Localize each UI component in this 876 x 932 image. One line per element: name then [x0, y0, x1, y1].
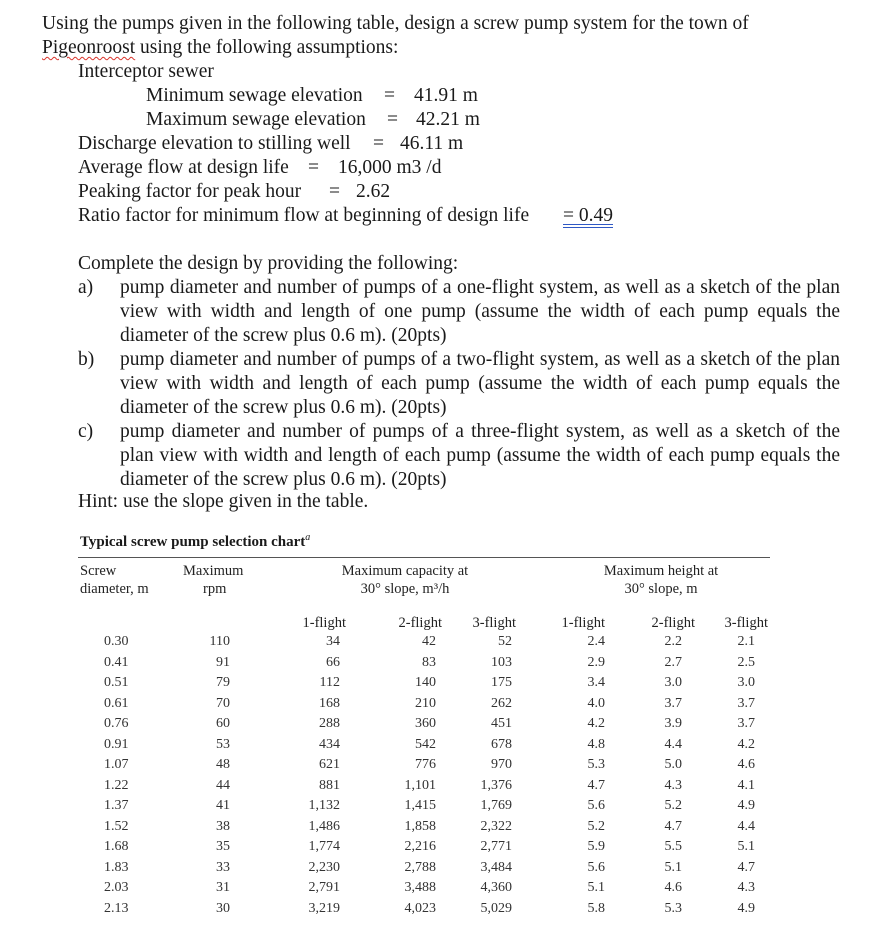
- table-cell-screw-diameter: 0.61: [104, 695, 129, 711]
- table-cell-height-2-flight: 5.3: [664, 900, 682, 916]
- table-cell-height-3-flight: 3.7: [737, 716, 755, 731]
- table-cell-screw-diameter: 0.30: [104, 634, 129, 649]
- table-cell-max-rpm: 35: [216, 839, 230, 854]
- avg-flow-value: 16,000 m3 /d: [338, 157, 442, 178]
- min-elevation-value: 41.91 m: [414, 85, 478, 106]
- table-cell-capacity-1-flight: 1,774: [308, 839, 340, 854]
- table-cell-height-3-flight: 5.1: [737, 839, 755, 854]
- peaking-eq: =: [329, 181, 340, 202]
- table-cell-height-2-flight: 4.3: [664, 777, 682, 793]
- sub-cap-3: 3-flight: [472, 615, 516, 631]
- table-cell-height-1-flight: 2.9: [587, 654, 605, 670]
- table-cell-height-1-flight: 4.8: [587, 736, 605, 752]
- sub-cap-1: 1-flight: [302, 615, 346, 631]
- table-cell-height-2-flight: 5.5: [664, 839, 682, 854]
- table-cell-height-3-flight: 3.0: [737, 675, 755, 690]
- intro-line-1: Using the pumps given in the following table, design a screw pump system for the town of: [42, 13, 749, 34]
- table-cell-screw-diameter: 1.37: [104, 798, 129, 813]
- table-cell-max-rpm: 30: [216, 900, 230, 916]
- discharge-eq: =: [373, 133, 384, 154]
- max-elevation-eq: =: [387, 109, 398, 130]
- col-capacity-1: Maximum capacity at: [341, 563, 469, 579]
- avg-flow-label: Average flow at design life: [78, 157, 289, 178]
- table-cell-screw-diameter: 0.76: [104, 716, 129, 731]
- discharge-value: 46.11 m: [400, 133, 464, 154]
- table-cell-height-1-flight: 4.0: [587, 695, 605, 711]
- table-cell-screw-diameter: 2.13: [104, 900, 129, 916]
- table-cell-max-rpm: 44: [216, 777, 230, 793]
- table-cell-height-2-flight: 5.0: [664, 757, 682, 772]
- table-cell-max-rpm: 91: [216, 654, 230, 670]
- table-cell-height-1-flight: 3.4: [587, 675, 605, 690]
- col-screw-2: diameter, m: [80, 581, 149, 597]
- table-cell-capacity-2-flight: 83: [422, 654, 436, 670]
- table-cell-max-rpm: 110: [209, 634, 230, 649]
- table-cell-max-rpm: 79: [216, 675, 230, 690]
- table-cell-capacity-2-flight: 210: [415, 695, 436, 711]
- table-cell-capacity-1-flight: 2,791: [308, 880, 340, 895]
- table-cell-capacity-1-flight: 2,230: [308, 859, 340, 875]
- table-cell-capacity-3-flight: 3,484: [480, 859, 512, 875]
- table-cell-height-2-flight: 4.4: [664, 736, 682, 752]
- table-cell-height-2-flight: 5.1: [664, 859, 682, 875]
- table-cell-max-rpm: 38: [216, 818, 230, 834]
- peaking-label: Peaking factor for peak hour: [78, 181, 302, 202]
- table-cell-height-3-flight: 4.4: [737, 818, 755, 834]
- table-cell-height-3-flight: 4.3: [737, 880, 755, 895]
- table-cell-capacity-3-flight: 175: [491, 675, 512, 690]
- table-cell-capacity-1-flight: 168: [319, 695, 340, 711]
- table-cell-max-rpm: 31: [216, 880, 230, 895]
- table-cell-capacity-3-flight: 678: [491, 736, 512, 752]
- col-height-1: Maximum height at: [603, 563, 719, 579]
- table-cell-capacity-2-flight: 4,023: [404, 900, 436, 916]
- table-cell-capacity-1-flight: 288: [319, 716, 340, 731]
- table-cell-capacity-2-flight: 42: [422, 634, 436, 649]
- table-cell-height-2-flight: 3.9: [664, 716, 682, 731]
- col-screw-1: Screw: [80, 563, 117, 579]
- table-cell-height-2-flight: 3.0: [664, 675, 682, 690]
- min-elevation-label: Minimum sewage elevation: [146, 85, 363, 106]
- table-cell-capacity-1-flight: 3,219: [308, 900, 340, 916]
- table-cell-capacity-3-flight: 970: [491, 757, 512, 772]
- table-cell-screw-diameter: 0.51: [104, 675, 129, 690]
- table-cell-capacity-3-flight: 262: [491, 695, 512, 711]
- table-cell-height-3-flight: 2.5: [737, 654, 755, 670]
- table-cell-capacity-1-flight: 66: [326, 654, 340, 670]
- table-cell-screw-diameter: 1.83: [104, 859, 129, 875]
- table-cell-capacity-1-flight: 1,486: [308, 818, 340, 834]
- table-cell-max-rpm: 70: [216, 695, 230, 711]
- table-cell-capacity-2-flight: 542: [415, 736, 436, 752]
- table-cell-height-3-flight: 3.7: [737, 695, 755, 711]
- col-rpm-2: rpm: [203, 581, 227, 597]
- table-cell-capacity-3-flight: 103: [491, 654, 512, 670]
- max-elevation-value: 42.21 m: [416, 109, 480, 130]
- interceptor-label: Interceptor sewer: [78, 61, 214, 82]
- table-cell-height-2-flight: 2.2: [664, 634, 682, 649]
- task-a-label: a): [78, 277, 94, 298]
- table-cell-height-1-flight: 5.9: [587, 839, 605, 854]
- col-rpm-1: Maximum: [183, 563, 244, 579]
- table-cell-height-1-flight: 2.4: [587, 634, 605, 649]
- table-cell-height-2-flight: 4.7: [664, 818, 682, 834]
- table-cell-max-rpm: 53: [216, 736, 230, 752]
- table-cell-height-3-flight: 4.9: [737, 900, 755, 916]
- table-cell-height-1-flight: 4.2: [587, 716, 605, 731]
- table-cell-max-rpm: 48: [216, 757, 230, 772]
- table-cell-capacity-3-flight: 52: [498, 634, 512, 649]
- table-cell-capacity-3-flight: 451: [491, 716, 512, 731]
- table-cell-screw-diameter: 1.52: [104, 818, 129, 834]
- table-cell-height-1-flight: 5.3: [587, 757, 605, 772]
- ratio-value: = 0.49: [563, 205, 613, 226]
- table-cell-capacity-2-flight: 1,415: [404, 798, 436, 813]
- ratio-label: Ratio factor for minimum flow at beginning of design life: [78, 205, 530, 226]
- table-cell-capacity-3-flight: 2,322: [480, 818, 512, 834]
- col-height-2: 30° slope, m: [624, 581, 698, 597]
- table-cell-capacity-2-flight: 140: [415, 675, 436, 690]
- table-cell-height-2-flight: 5.2: [664, 798, 682, 813]
- table-title: [80, 532, 310, 551]
- table-cell-height-3-flight: 4.6: [737, 757, 755, 772]
- task-b-text: pump diameter and number of pumps of a two-flight system, as well as a sketch of the plan view with width and length of each pump (assume the width of each pump equals the diameter of the screw plus 0.6 m). (20pts): [120, 349, 840, 418]
- table-cell-capacity-1-flight: 34: [326, 634, 340, 649]
- table-cell-height-3-flight: 4.1: [737, 777, 755, 793]
- table-cell-height-1-flight: 4.7: [587, 777, 605, 793]
- table-top-rule: [78, 557, 770, 558]
- table-cell-height-1-flight: 5.6: [587, 798, 605, 813]
- town-name: Pigeonroost: [42, 37, 136, 58]
- intro-line-2-rest: using the following assumptions:: [135, 37, 399, 58]
- table-cell-height-3-flight: 4.7: [737, 859, 755, 875]
- hint: Hint: use the slope given in the table.: [78, 491, 369, 512]
- table-cell-screw-diameter: 1.22: [104, 777, 129, 793]
- avg-flow-eq: =: [308, 157, 319, 178]
- table-cell-screw-diameter: 1.07: [104, 757, 129, 772]
- table-cell-capacity-2-flight: 2,216: [404, 839, 436, 854]
- task-a-text: pump diameter and number of pumps of a one-flight system, as well as a sketch of the plan view with width and length of one pump (assume the width of each pump equals the diameter of the screw plus 0.6 m). (20pts): [120, 277, 840, 346]
- table-cell-capacity-2-flight: 1,101: [404, 777, 436, 793]
- sub-cap-2: 2-flight: [398, 615, 442, 631]
- table-cell-max-rpm: 33: [216, 859, 230, 875]
- table-cell-height-2-flight: 2.7: [664, 654, 682, 670]
- table-cell-capacity-2-flight: 360: [415, 716, 436, 731]
- min-elevation-eq: =: [384, 85, 395, 106]
- table-cell-height-2-flight: 4.6: [664, 880, 682, 895]
- table-cell-height-1-flight: 5.6: [587, 859, 605, 875]
- table-cell-capacity-1-flight: 112: [319, 675, 340, 690]
- table-cell-capacity-2-flight: 776: [415, 757, 436, 772]
- table-cell-height-1-flight: 5.8: [587, 900, 605, 916]
- table-cell-capacity-2-flight: 1,858: [404, 818, 436, 834]
- sub-height-1: 1-flight: [561, 615, 605, 631]
- table-cell-capacity-2-flight: 3,488: [404, 880, 436, 895]
- table-cell-capacity-3-flight: 4,360: [480, 880, 512, 895]
- table-cell-screw-diameter: 0.41: [104, 654, 129, 670]
- table-cell-height-1-flight: 5.2: [587, 818, 605, 834]
- table-cell-screw-diameter: 2.03: [104, 880, 129, 895]
- table-cell-capacity-3-flight: 2,771: [480, 839, 512, 854]
- task-c-text: pump diameter and number of pumps of a three-flight system, as well as a sketch of the plan view with width and length of each pump (assume the width of each pump equals the diameter of the screw plus 0.6 m). (20pts): [120, 421, 840, 490]
- intro-line-2: [42, 36, 749, 60]
- table-cell-capacity-3-flight: 1,376: [480, 777, 512, 793]
- table-cell-capacity-3-flight: 1,769: [480, 798, 512, 813]
- table-cell-height-3-flight: 2.1: [737, 634, 755, 649]
- discharge-label: Discharge elevation to stilling well: [78, 133, 351, 154]
- table-cell-screw-diameter: 0.91: [104, 736, 129, 752]
- table-cell-capacity-2-flight: 2,788: [404, 859, 436, 875]
- sub-height-2: 2-flight: [651, 615, 695, 631]
- table-cell-capacity-1-flight: 1,132: [308, 798, 340, 813]
- table-title-text: Typical screw pump selection chart: [80, 534, 306, 550]
- peaking-value: 2.62: [356, 181, 391, 202]
- table-cell-max-rpm: 41: [216, 798, 230, 813]
- table-title-sup: a: [305, 532, 311, 543]
- table-cell-capacity-3-flight: 5,029: [480, 900, 512, 916]
- table-cell-capacity-1-flight: 621: [319, 757, 340, 772]
- table-cell-height-3-flight: 4.2: [737, 736, 755, 752]
- table-cell-capacity-1-flight: 434: [319, 736, 340, 752]
- col-capacity-2: 30° slope, m³/h: [360, 581, 450, 597]
- table-cell-height-3-flight: 4.9: [737, 798, 755, 813]
- table-cell-capacity-1-flight: 881: [319, 777, 340, 793]
- max-elevation-label: Maximum sewage elevation: [146, 109, 366, 130]
- task-c-label: c): [78, 421, 94, 442]
- table-cell-screw-diameter: 1.68: [104, 839, 129, 854]
- sub-height-3: 3-flight: [724, 615, 768, 631]
- table-cell-max-rpm: 60: [216, 716, 230, 731]
- table-cell-height-2-flight: 3.7: [664, 695, 682, 711]
- task-b-label: b): [78, 349, 95, 370]
- intro-paragraph: [42, 12, 749, 60]
- tasks-header: Complete the design by providing the following:: [78, 253, 459, 274]
- table-cell-height-1-flight: 5.1: [587, 880, 605, 895]
